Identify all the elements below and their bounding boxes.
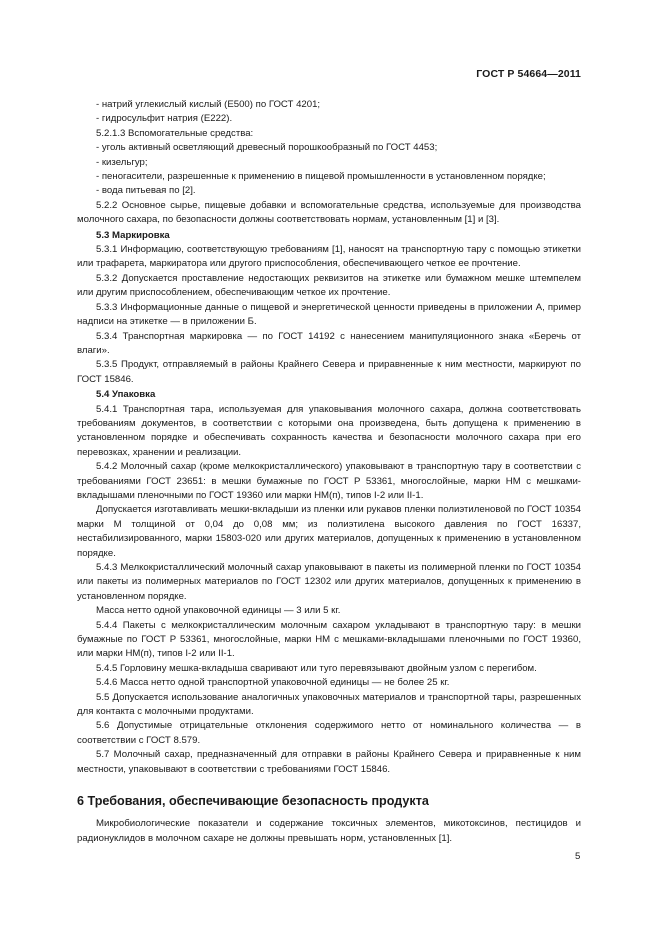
list-item: - уголь активный осветляющий древесный порошкообразный по ГОСТ 4453;	[96, 142, 438, 154]
paragraph: 5.6 Допустимые отрицательные отклонения содержимого нетто от номинального количества — в соответствии с ГОСТ 8.579.	[77, 720, 581, 746]
list-item: - кизельгур;	[96, 156, 148, 168]
paragraph: 5.4.4 Пакеты с мелкокристаллическим молочным сахаром укладывают в транспортную тару: в мешки бумажные по ГОСТ Р 53361, многослойные, марки НМ с мешками-вкладышами пленочными по ГОСТ 19360, или марки НМ(п), типов I-2 или II-1.	[77, 619, 581, 660]
subsection-heading-packaging: 5.4 Упаковка	[96, 389, 156, 401]
page-body	[77, 98, 581, 846]
paragraph: 5.2.2 Основное сырье, пищевые добавки и вспомогательные средства, используемые для производства молочного сахара, по безопасности должны соответствовать нормам, установленным [1] и [3].	[77, 199, 581, 226]
paragraph: 5.4.2 Молочный сахар (кроме мелкокристаллического) упаковывают в транспортную тару в соответствии с требованиями ГОСТ 23651: в мешки бумажные по ГОСТ Р 53361, многослойные, марки НМ с мешками-вкладышами пленочными по ГОСТ 19360 или марки НМ(п), типов I-2 или II-1.	[77, 461, 581, 501]
paragraph: 5.7 Молочный сахар, предназначенный для отправки в районы Крайнего Севера и приравненные к ним местности, упаковывают в соответствии с требованиями ГОСТ 15846.	[77, 749, 581, 775]
paragraph: 5.4.6 Масса нетто одной транспортной упаковочной единицы — не более 25 кг.	[96, 677, 450, 689]
paragraph: 5.2.1.3 Вспомогательные средства:	[96, 127, 254, 139]
page-number: 5	[575, 851, 581, 862]
list-item: - пеногасители, разрешенные к применению в пищевой промышленности в установленном порядке;	[96, 171, 546, 183]
paragraph: Допускается изготавливать мешки-вкладыши из пленки или рукавов пленки полиэтиленовой по ГОСТ 10354 марки М толщиной от 0,04 до 0,08 мм; из полиэтилена высокого давления по ГОСТ 16337, нестабилизированного, марки 15803-020 или других материалов, допущенных к применению в установленном порядке.	[77, 504, 581, 559]
paragraph: Масса нетто одной упаковочной единицы — 3 или 5 кг.	[96, 605, 341, 617]
paragraph: 5.3.2 Допускается проставление недостающих реквизитов на этикетке или бумажном мешке штемпелем или другим приспособлением, обеспечивающим четкое их прочтение.	[77, 272, 581, 299]
paragraph: 5.3.5 Продукт, отправляемый в районы Крайнего Севера и приравненные к ним местности, маркируют по ГОСТ 15846.	[77, 359, 581, 385]
paragraph: 5.4.5 Горловину мешка-вкладыша сваривают или туго перевязывают двойным узлом с перегибом.	[96, 662, 537, 674]
list-item: - вода питьевая по [2].	[96, 185, 196, 197]
list-item: - натрий углекислый кислый (Е500) по ГОСТ 4201;	[96, 99, 321, 110]
section-heading-safety: 6 Требования, обеспечивающие безопасность продукта	[77, 794, 429, 809]
list-item: - гидросульфит натрия (Е222).	[96, 113, 233, 125]
document-header: ГОСТ Р 54664—2011	[476, 68, 581, 80]
paragraph: 5.4.3 Мелкокристаллический молочный сахар упаковывают в пакеты из полимерной пленки по ГОСТ 10354 или пакеты из полимерных материалов по ГОСТ 12302 или других материалов, допущенных к применению в установленном порядке.	[77, 562, 581, 602]
paragraph: 5.3.3 Информационные данные о пищевой и энергетической ценности приведены в приложении А, пример надписи на этикетке — в приложении Б.	[77, 301, 581, 328]
paragraph: 5.3.4 Транспортная маркировка — по ГОСТ 14192 с нанесением манипуляционного знака «Беречь от влаги».	[77, 330, 581, 356]
paragraph: Микробиологические показатели и содержание токсичных элементов, микотоксинов, пестицидов и радионуклидов в молочном сахаре не должны превышать норм, установленных [1].	[77, 818, 581, 844]
paragraph: 5.5 Допускается использование аналогичных упаковочных материалов и транспортной тары, разрешенных для контакта с молочными продуктами.	[77, 691, 581, 718]
subsection-heading-marking: 5.3 Маркировка	[96, 229, 170, 241]
paragraph: 5.4.1 Транспортная тара, используемая для упаковывания молочного сахара, должна соответствовать требованиям документов, в соответствии с которыми она произведена, быть допущена к применению в установленном порядке и обеспечивать сохранность качества и безопасности молочного сахара при его перевозках, хранении и реализации.	[77, 403, 581, 458]
paragraph: 5.3.1 Информацию, соответствующую требованиям [1], наносят на транспортную тару с помощью этикетки или трафарета, маркиратора или другого приспособления, обеспечивающего четкое ее прочтение.	[77, 244, 581, 270]
